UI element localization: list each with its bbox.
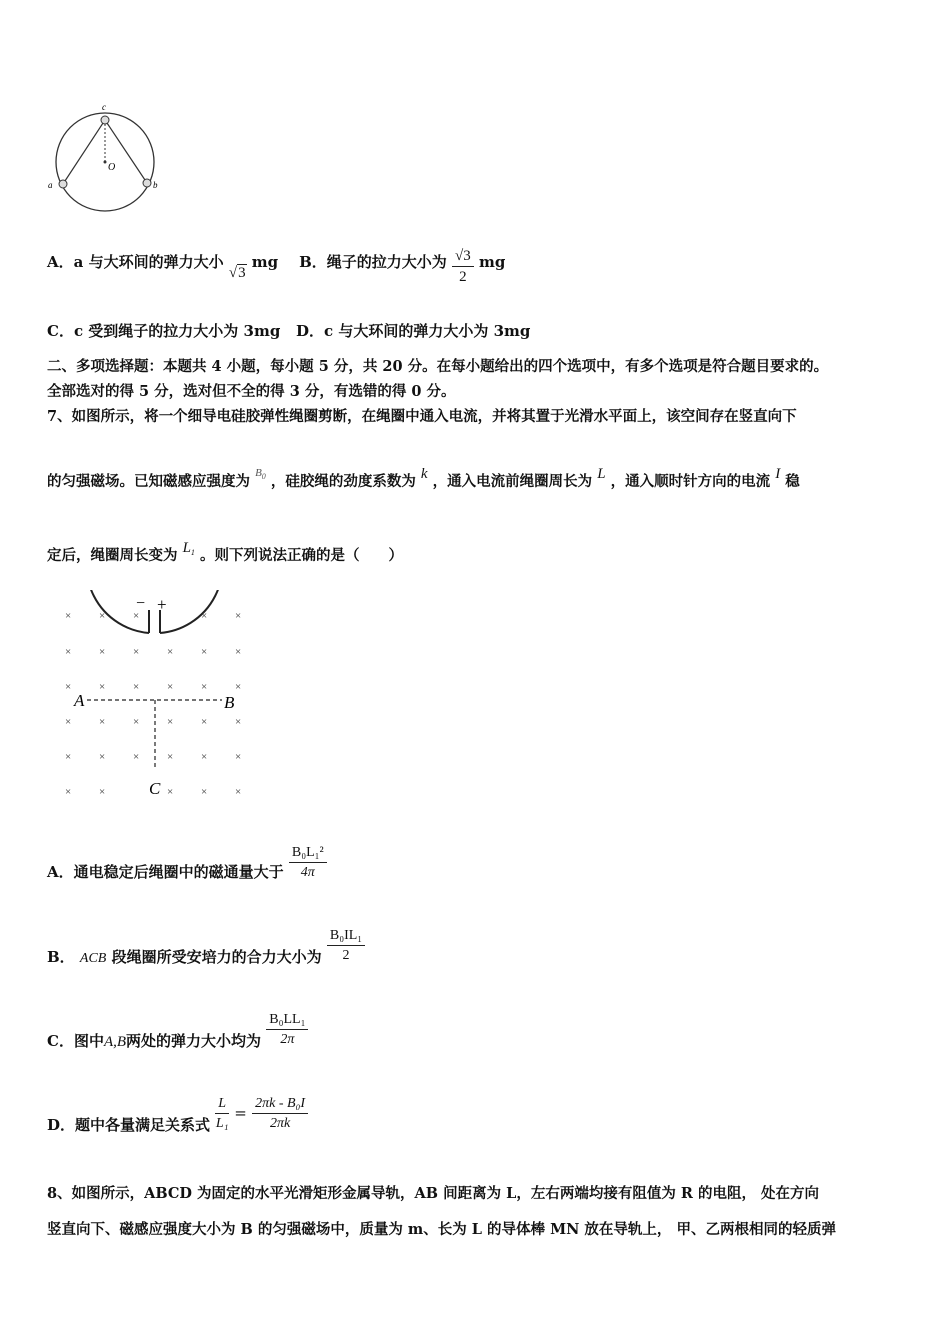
sqrt-3: √3 xyxy=(228,265,246,281)
field-cross: × xyxy=(133,681,140,693)
field-cross: × xyxy=(235,646,242,658)
fraction-d-left: $\frac{L}{\text{L₁}}$ xyxy=(215,1096,229,1131)
q7-line2-b: ，硅胶绳的劲度系数为 xyxy=(270,473,416,490)
unit-mg-a: mg xyxy=(251,253,279,271)
field-cross: × xyxy=(133,751,140,763)
sym-l: L xyxy=(597,466,606,482)
q6-option-d: D．c 与大环间的弹力大小为 3mg xyxy=(296,322,531,340)
field-cross: × xyxy=(201,716,208,728)
q6-option-a: A．a 与大环间的弹力大小 xyxy=(47,253,224,271)
field-cross: × xyxy=(201,610,208,622)
field-cross: × xyxy=(99,786,106,798)
q7-option-a xyxy=(47,845,327,882)
field-cross: × xyxy=(133,610,140,622)
q7-line2-d: ，通入顺时针方向的电流 xyxy=(610,473,771,490)
bead-c xyxy=(101,116,109,124)
field-cross: × xyxy=(201,646,208,658)
field-cross: × xyxy=(167,716,174,728)
field-cross: × xyxy=(65,786,72,798)
q6-options-ab xyxy=(47,248,505,286)
ring-figure xyxy=(45,100,170,215)
label-point-a: A xyxy=(74,691,85,710)
fraction-b: $\frac{\text{B₀IL₁}}{2}$ xyxy=(327,928,365,964)
q7-option-d xyxy=(47,1096,308,1135)
field-cross: × xyxy=(201,751,208,763)
q7-option-b-text: 段绳圈所受安培力的合力大小为 xyxy=(111,948,322,966)
q7-option-d-text: D．题中各量满足关系式 xyxy=(47,1116,211,1134)
q8-line2: 竖直向下、磁感应强度大小为 B 的匀强磁场中，质量为 m、长为 L 的导体棒 MN 放在导轨上， 甲、乙两根相同的轻质弹 xyxy=(47,1221,836,1238)
q7-line2-c: ，通入电流前绳圈周长为 xyxy=(432,473,593,490)
unit-mg-b: mg xyxy=(478,253,506,271)
sym-i: I xyxy=(775,466,781,482)
q7-option-c-text-b: 两处的弹力大小均为 xyxy=(126,1032,262,1050)
label-point-b: B xyxy=(224,693,235,712)
field-cross: × xyxy=(99,716,106,728)
field-cross: × xyxy=(99,610,106,622)
q7-option-c xyxy=(47,1012,308,1051)
q7-option-b xyxy=(47,928,365,967)
bead-b xyxy=(143,179,151,187)
sym-k: k xyxy=(420,466,428,482)
field-cross: × xyxy=(235,716,242,728)
field-cross: × xyxy=(235,786,242,798)
q6-option-c: C．c 受到绳子的拉力大小为 3mg xyxy=(47,322,281,340)
field-cross: × xyxy=(65,681,72,693)
label-point-c: C xyxy=(149,779,161,798)
field-cross: × xyxy=(167,681,174,693)
rope-right xyxy=(105,120,147,183)
fraction-d-right: $\frac{\text{2πk - B₀I}}{2\pi k}$ xyxy=(252,1096,308,1132)
q7-option-b-acb: ACB xyxy=(79,951,107,966)
q7-line1: 7、如图所示，将一个细导电硅胶弹性绳圈剪断，在绳圈中通入电流，并将其置于光滑水平面上，该空间存在竖直向下 xyxy=(47,408,797,425)
field-cross: × xyxy=(99,681,106,693)
label-c: c xyxy=(102,102,106,112)
field-cross: × xyxy=(65,751,72,763)
minus-sign: − xyxy=(136,595,146,612)
field-cross: × xyxy=(133,646,140,658)
field-cross: × xyxy=(167,786,174,798)
field-cross: × xyxy=(99,646,106,658)
field-cross: × xyxy=(167,751,174,763)
field-cross: × xyxy=(235,751,242,763)
q7-option-a-text: A．通电稳定后绳圈中的磁通量大于 xyxy=(47,863,284,881)
field-cross: × xyxy=(235,610,242,622)
q7-line3-b: 。则下列说法正确的是（ ） xyxy=(199,547,403,564)
q6-option-b: B．绳子的拉力大小为 xyxy=(299,253,447,271)
fraction-sqrt3-over-2: $\frac{√3}{2}$ xyxy=(452,248,474,286)
field-cross: × xyxy=(235,681,242,693)
equals-sign: = xyxy=(234,1104,247,1122)
field-cross: × xyxy=(65,610,72,622)
q7-option-c-ab: A,B xyxy=(103,1034,127,1050)
field-crosses xyxy=(65,610,241,798)
fraction-a: $\frac{\text{B₀L₁²}}{4\pi}$ xyxy=(289,845,327,881)
field-cross: × xyxy=(99,751,106,763)
q6-options-cd xyxy=(47,320,530,341)
field-cross: × xyxy=(133,716,140,728)
field-cross: × xyxy=(201,681,208,693)
sym-b0: B0 xyxy=(255,467,266,481)
loop-figure xyxy=(50,590,260,805)
section2-line2: 全部选对的得 5 分，选对但不全的得 3 分，有选错的得 0 分。 xyxy=(47,383,456,400)
label-o: O xyxy=(108,162,116,173)
field-cross: × xyxy=(167,646,174,658)
q7-option-c-text-a: C．图中 xyxy=(47,1032,104,1050)
q7-line2-e: 稳 xyxy=(785,473,800,490)
q7-line3-a: 定后，绳圈周长变为 xyxy=(47,547,178,564)
field-cross: × xyxy=(65,716,72,728)
field-cross: × xyxy=(201,786,208,798)
label-a: a xyxy=(48,180,53,190)
q7-option-b-prefix: B． xyxy=(47,948,75,966)
rope-left xyxy=(63,120,105,184)
fraction-c: $\frac{\text{B₀LL₁}}{2\pi}$ xyxy=(266,1012,308,1048)
q7-line2-a: 的匀强磁场。已知磁感应强度为 xyxy=(47,473,250,490)
sym-l1: $L_1$ xyxy=(182,540,195,557)
field-cross: × xyxy=(65,646,72,658)
label-b: b xyxy=(153,180,158,190)
plus-sign: + xyxy=(157,595,167,614)
center-dot xyxy=(104,161,107,164)
q8-line1: 8、如图所示，ABCD 为固定的水平光滑矩形金属导轨，AB 间距离为 L，左右两端均接有阻值为 R 的电阻， 处在方向 xyxy=(47,1185,820,1202)
q7-line2 xyxy=(47,466,800,491)
q7-line3 xyxy=(47,540,403,565)
section2-line1: 二、多项选择题：本题共 4 小题，每小题 5 分，共 20 分。在每小题给出的四个选项中，有多个选项是符合题目要求的。 xyxy=(47,358,829,375)
bead-a xyxy=(59,180,67,188)
